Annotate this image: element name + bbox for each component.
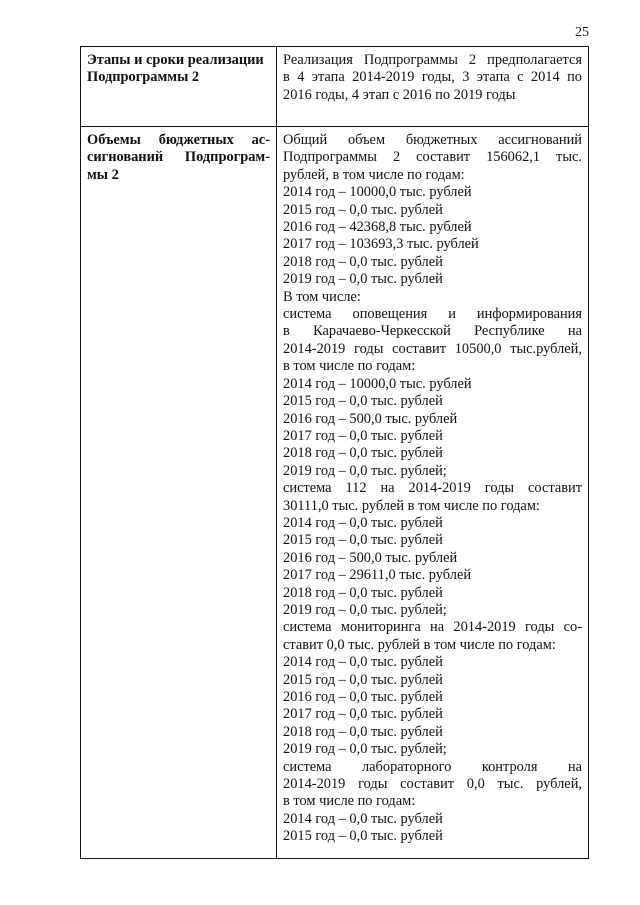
passport-table [80, 46, 589, 859]
stages-line: в 4 этапа 2014-2019 годы, 3 этапа с 2014 по [283, 69, 582, 86]
budget-line: 2015 год – 0,0 тыс. рублей [283, 201, 443, 218]
budget-line: в том числе по годам: [283, 793, 416, 810]
budget-line: Общий объем бюджетных ассигнований [283, 132, 582, 148]
budget-line: 2019 год – 0,0 тыс. рублей; [283, 741, 447, 758]
budget-line: 2014 год – 0,0 тыс. рублей [283, 810, 443, 827]
budget-label-line: Объемы бюджетных ас- [87, 132, 270, 148]
budget-line: 2015 год – 0,0 тыс. рублей [283, 671, 443, 688]
budget-line: в Карачаево-Черкесской Республике на [283, 323, 582, 340]
budget-line: 2017 год – 29611,0 тыс. рублей [283, 567, 472, 584]
budget-line: система мониторинга на 2014-2019 годы со- [283, 619, 582, 636]
budget-line: 2018 год – 0,0 тыс. рублей [283, 584, 443, 601]
budget-line: 2019 год – 0,0 тыс. рублей [283, 271, 443, 288]
budget-line: 30111,0 тыс. рублей в том числе по годам: [283, 497, 540, 514]
budget-line: Подпрограммы 2 составит 156062,1 тыс. [283, 149, 582, 166]
budget-line: 2016 год – 500,0 тыс. рублей [283, 549, 458, 566]
budget-line: 2016 год – 42368,8 тыс. рублей [283, 219, 472, 236]
budget-line: 2018 год – 0,0 тыс. рублей [283, 445, 443, 462]
stages-label: Этапы и сроки реализации Подпрограммы 2 [81, 47, 277, 127]
budget-line: 2014-2019 годы составит 0,0 тыс. рублей, [283, 776, 582, 793]
budget-line: 2019 год – 0,0 тыс. рублей; [283, 601, 447, 618]
budget-text [277, 127, 589, 859]
budget-line: 2015 год – 0,0 тыс. рублей [283, 532, 443, 549]
budget-line: 2017 год – 103693,3 тыс. рублей [283, 236, 479, 253]
budget-line: в том числе по годам: [283, 358, 416, 375]
budget-line: 2017 год – 0,0 тыс. рублей [283, 706, 443, 723]
budget-line: 2014 год – 10000,0 тыс. рублей [283, 184, 472, 201]
stages-text [277, 47, 589, 127]
budget-label [81, 127, 277, 859]
budget-line: 2019 год – 0,0 тыс. рублей; [283, 462, 447, 479]
stages-line: 2016 годы, 4 этап с 2016 по 2019 годы [283, 86, 516, 103]
budget-line: 2015 год – 0,0 тыс. рублей [283, 828, 443, 845]
budget-line: В том числе: [283, 288, 361, 305]
budget-label-line: мы 2 [87, 166, 119, 183]
budget-line: рублей, в том числе по годам: [283, 166, 465, 183]
budget-line: система лабораторного контроля на [283, 758, 582, 775]
budget-line: 2015 год – 0,0 тыс. рублей [283, 393, 443, 410]
budget-line: система оповещения и информирования [283, 306, 582, 323]
budget-line: 2014 год – 10000,0 тыс. рублей [283, 375, 472, 392]
budget-line: 2017 год – 0,0 тыс. рублей [283, 427, 443, 444]
budget-line: 2016 год – 0,0 тыс. рублей [283, 689, 443, 705]
table-row-budget [81, 127, 589, 859]
budget-line: система 112 на 2014-2019 годы составит [283, 480, 582, 497]
budget-line: 2016 год – 500,0 тыс. рублей [283, 410, 458, 427]
budget-line: 2014 год – 0,0 тыс. рублей [283, 514, 443, 531]
budget-line: ставит 0,0 тыс. рублей в том числе по годам: [283, 636, 556, 653]
budget-line: 2018 год – 0,0 тыс. рублей [283, 723, 443, 740]
budget-label-line: сигнований Подпрограм- [87, 149, 270, 166]
page-number: 25 [575, 25, 589, 40]
table-row-stages [81, 47, 589, 127]
budget-line: 2018 год – 0,0 тыс. рублей [283, 253, 443, 270]
budget-line: 2014-2019 годы составит 10500,0 тыс.рублей, [283, 340, 582, 357]
budget-line: 2014 год – 0,0 тыс. рублей [283, 654, 443, 671]
stages-line: Реализация Подпрограммы 2 предполагается [283, 52, 582, 68]
